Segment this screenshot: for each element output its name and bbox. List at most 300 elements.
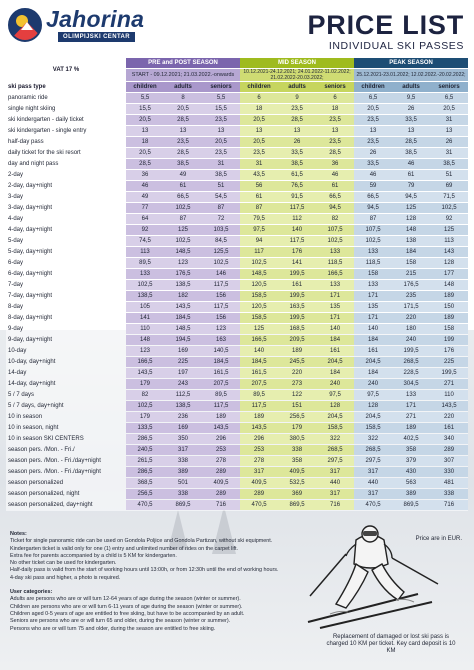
price-cell: 20,5	[240, 115, 278, 126]
replacement-note: Replacement of damaged or lost ski pass is charged 10 KM per ticket. Key card deposit is 10 KM	[326, 634, 456, 654]
price-cell: 140,5	[202, 346, 240, 357]
price-cell: 176,5	[392, 280, 430, 291]
price-cell: 235	[392, 291, 430, 302]
ski-pass-type-label: day and night pass	[6, 159, 126, 170]
price-cell: 94	[240, 236, 278, 247]
price-cell: 94,5	[354, 203, 392, 214]
price-cell: 409,5	[278, 467, 316, 478]
price-cell: 23,5	[316, 137, 354, 148]
price-cell: 158	[392, 258, 430, 269]
price-cell: 61	[164, 181, 202, 192]
table-row	[6, 368, 468, 379]
price-cell: 76,5	[278, 181, 316, 192]
price-cell: 176	[430, 346, 468, 357]
price-cell: 13	[392, 126, 430, 137]
price-cell: 158,5	[240, 291, 278, 302]
price-cell: 317	[164, 445, 202, 456]
price-cell: 189	[392, 423, 430, 434]
price-cell: 89,5	[240, 390, 278, 401]
column-header-ski-pass-type: ski pass type	[6, 82, 126, 93]
price-cell: 177	[430, 269, 468, 280]
price-cell: 368,5	[126, 478, 164, 489]
price-cell: 563	[392, 478, 430, 489]
price-cell: 125	[240, 324, 278, 335]
price-cell: 94,5	[392, 192, 430, 203]
price-cell: 286,5	[126, 467, 164, 478]
price-cell: 161	[354, 346, 392, 357]
currency-note: Price are in EUR.	[415, 536, 462, 542]
price-cell: 13	[430, 126, 468, 137]
price-cell: 278	[202, 456, 240, 467]
price-cell: 148	[392, 225, 430, 236]
price-cell: 31	[430, 148, 468, 159]
ski-pass-type-label: 5 / 7 days	[6, 390, 126, 401]
table-row	[6, 390, 468, 401]
price-cell: 135	[354, 302, 392, 313]
price-cell: 23,5	[164, 137, 202, 148]
table-row	[6, 115, 468, 126]
price-cell: 20,5	[240, 137, 278, 148]
table-row	[6, 225, 468, 236]
price-cell: 158	[354, 269, 392, 280]
price-cell: 46	[392, 159, 430, 170]
price-cell: 28,5	[126, 159, 164, 170]
price-cell: 38,5	[202, 170, 240, 181]
price-cell: 79,5	[240, 214, 278, 225]
price-cell: 199,5	[278, 291, 316, 302]
price-cell: 28,5	[164, 115, 202, 126]
price-cell: 135	[316, 302, 354, 313]
price-cell: 240	[354, 379, 392, 390]
price-cell: 118,5	[354, 258, 392, 269]
price-cell: 117,5	[278, 236, 316, 247]
note-line: Half-daily pass is valid from the start of working hours until 13:00h, or from 12:30h until the end of working hours.	[10, 567, 279, 574]
price-cell: 13	[240, 126, 278, 137]
price-cell: 240	[316, 379, 354, 390]
table-row	[6, 423, 468, 434]
table-row	[6, 401, 468, 412]
price-cell: 87	[164, 214, 202, 225]
price-cell: 317	[354, 467, 392, 478]
price-cell: 268,5	[316, 445, 354, 456]
price-cell: 13	[202, 126, 240, 137]
price-cell: 28,5	[278, 115, 316, 126]
price-cell: 369	[278, 489, 316, 500]
price-cell: 122	[278, 390, 316, 401]
price-cell: 194,5	[164, 335, 202, 346]
price-cell: 125	[164, 225, 202, 236]
price-cell: 317	[316, 467, 354, 478]
price-cell: 171	[392, 401, 430, 412]
price-cell: 23,5	[202, 148, 240, 159]
price-cell: 158,5	[354, 423, 392, 434]
ski-pass-type-label: 3-day, day+night	[6, 203, 126, 214]
price-cell: 470,5	[126, 500, 164, 511]
price-cell: 236	[164, 412, 202, 423]
column-header-children: children	[126, 82, 164, 93]
price-cell: 28,5	[392, 137, 430, 148]
note-line: No other ticket can be used for kindergarten.	[10, 560, 117, 567]
price-cell: 13	[354, 126, 392, 137]
price-cell: 91,5	[278, 192, 316, 203]
price-cell: 440	[354, 478, 392, 489]
price-cell: 87	[240, 203, 278, 214]
price-cell: 117,5	[202, 280, 240, 291]
price-cell: 304,5	[392, 379, 430, 390]
price-cell: 33,5	[392, 115, 430, 126]
price-cell: 215	[392, 269, 430, 280]
price-cell: 20,5	[164, 104, 202, 115]
price-cell: 297,5	[316, 456, 354, 467]
price-cell: 161,5	[240, 368, 278, 379]
table-row	[6, 324, 468, 335]
price-cell: 87	[354, 214, 392, 225]
price-cell: 6	[240, 93, 278, 104]
price-cell: 869,5	[164, 500, 202, 511]
ski-pass-type-label: 9-day	[6, 324, 126, 335]
price-cell: 338	[164, 489, 202, 500]
price-cell: 225	[430, 357, 468, 368]
ski-pass-type-label: 9-day, day+night	[6, 335, 126, 346]
price-cell: 61	[240, 192, 278, 203]
price-cell: 46	[126, 181, 164, 192]
price-cell: 20,5	[202, 137, 240, 148]
ski-pass-type-label: 2-day	[6, 170, 126, 181]
price-cell: 204,5	[354, 357, 392, 368]
price-cell: 102,5	[430, 203, 468, 214]
ski-pass-type-label: 5 / 7 days, day+night	[6, 401, 126, 412]
price-cell: 71,5	[430, 192, 468, 203]
price-cell: 97,5	[354, 390, 392, 401]
price-cell: 163	[202, 335, 240, 346]
price-cell: 240	[392, 335, 430, 346]
price-cell: 402,5	[392, 434, 430, 445]
table-row	[6, 478, 468, 489]
price-cell: 297,5	[354, 456, 392, 467]
price-cell: 133	[354, 280, 392, 291]
price-table	[6, 58, 468, 511]
price-cell: 184	[392, 247, 430, 258]
price-cell: 166,5	[126, 357, 164, 368]
price-cell: 112,5	[164, 390, 202, 401]
price-cell: 389	[164, 467, 202, 478]
price-cell: 5,5	[126, 93, 164, 104]
ski-pass-type-label: single night skiing	[6, 104, 126, 115]
price-cell: 138,5	[164, 280, 202, 291]
price-cell: 107,5	[354, 225, 392, 236]
ski-pass-type-label: half-day pass	[6, 137, 126, 148]
price-cell: 123	[202, 324, 240, 335]
price-cell: 97,5	[240, 225, 278, 236]
ski-pass-type-label: season personalized, day+night	[6, 500, 126, 511]
price-cell: 9	[278, 93, 316, 104]
user-category-line: Adults are persons who are or will turn 12-64 years of age during the season (winter or summer).	[10, 596, 241, 603]
ski-pass-type-label: 8-day, day+night	[6, 313, 126, 324]
price-cell: 317	[354, 489, 392, 500]
ski-pass-type-label: 7-day, day+night	[6, 291, 126, 302]
season-dates-mid: 10.12.2021-24.12.2021; 24.01.2022-11.02.2022; 21.02.2022-20.03.2022;	[240, 69, 354, 82]
price-cell: 140	[240, 346, 278, 357]
price-cell: 184	[354, 368, 392, 379]
note-line: Ticket for single panoramic ride can be used on Gondola Poljice and Gondola Partizan, without ski equipment.	[10, 538, 273, 545]
user-category-line: Seniors are persons who are or will turn 65 and older, during the season (winter or summer).	[10, 618, 231, 625]
price-cell: 256,5	[278, 412, 316, 423]
column-header-adults: adults	[164, 82, 202, 93]
price-cell: 123	[164, 258, 202, 269]
price-cell: 501	[164, 478, 202, 489]
price-cell: 243	[164, 379, 202, 390]
price-cell: 161	[430, 423, 468, 434]
price-cell: 110	[126, 324, 164, 335]
price-cell: 140	[278, 225, 316, 236]
price-cell: 143,5	[202, 423, 240, 434]
price-cell: 133	[354, 247, 392, 258]
price-cell: 716	[430, 500, 468, 511]
price-cell: 128	[430, 258, 468, 269]
price-cell: 148	[126, 335, 164, 346]
price-cell: 184,5	[240, 357, 278, 368]
table-row	[6, 412, 468, 423]
price-cell: 161	[316, 346, 354, 357]
price-cell: 189	[240, 412, 278, 423]
price-cell: 36	[316, 159, 354, 170]
table-row	[6, 181, 468, 192]
price-cell: 82	[316, 214, 354, 225]
price-cell: 117,5	[202, 302, 240, 313]
price-cell: 23,5	[354, 137, 392, 148]
ski-pass-type-label: 2-day, day+night	[6, 181, 126, 192]
price-cell: 102,5	[316, 236, 354, 247]
price-cell: 26	[278, 137, 316, 148]
price-cell: 31	[240, 159, 278, 170]
price-cell: 148,5	[164, 247, 202, 258]
note-line: Kindergarten ticket is valid only for one (1) entry and unlimited number of rides on the carpet lift.	[10, 545, 239, 552]
price-cell: 199,5	[430, 368, 468, 379]
price-cell: 28,5	[164, 148, 202, 159]
ski-pass-type-label: season pers. /Mon. - Fri./day+night	[6, 456, 126, 467]
ski-pass-type-label: 6-day	[6, 258, 126, 269]
price-cell: 38,5	[164, 159, 202, 170]
user-category-line: Persons who are or will turn 75 and older, during the season are entitled to free skiing.	[10, 625, 216, 632]
price-cell: 117,5	[240, 401, 278, 412]
price-cell: 317	[316, 489, 354, 500]
price-cell: 23,5	[316, 115, 354, 126]
price-cell: 204,5	[316, 357, 354, 368]
price-cell: 102,5	[354, 236, 392, 247]
price-cell: 18	[240, 104, 278, 115]
price-cell: 61	[392, 170, 430, 181]
price-cell: 133	[126, 269, 164, 280]
price-cell: 143,5	[430, 401, 468, 412]
price-cell: 317	[240, 467, 278, 478]
price-cell: 307	[430, 456, 468, 467]
ski-pass-type-label: season personalized, night	[6, 489, 126, 500]
column-header-children: children	[354, 82, 392, 93]
season-header-peak: PEAK SEASON	[354, 58, 468, 69]
price-cell: 430	[392, 467, 430, 478]
ski-pass-type-label: 4-day, day+night	[6, 225, 126, 236]
note-line: 4-day ski pass and higher, a photo is required.	[10, 574, 121, 581]
price-cell: 158	[430, 324, 468, 335]
price-cell: 289	[202, 467, 240, 478]
price-cell: 296	[202, 434, 240, 445]
price-cell: 20,5	[126, 115, 164, 126]
price-cell: 5,5	[202, 93, 240, 104]
price-cell: 23,5	[202, 115, 240, 126]
jahorina-logo-icon	[8, 8, 42, 42]
table-row	[6, 291, 468, 302]
price-cell: 89,5	[126, 258, 164, 269]
price-cell: 13	[278, 126, 316, 137]
price-cell: 26	[430, 137, 468, 148]
price-cell: 532,5	[278, 478, 316, 489]
price-cell: 138,5	[126, 291, 164, 302]
price-cell: 94,5	[316, 203, 354, 214]
price-cell: 105	[126, 302, 164, 313]
price-cell: 338	[430, 489, 468, 500]
price-cell: 380,5	[278, 434, 316, 445]
price-cell: 220	[392, 313, 430, 324]
price-cell: 199,5	[278, 313, 316, 324]
price-cell: 220	[430, 412, 468, 423]
price-cell: 171	[354, 291, 392, 302]
price-cell: 171	[316, 313, 354, 324]
price-cell: 151	[278, 401, 316, 412]
price-cell: 322	[354, 434, 392, 445]
price-cell: 180	[392, 324, 430, 335]
price-cell: 470,5	[354, 500, 392, 511]
price-cell: 184,5	[202, 357, 240, 368]
price-cell: 146	[202, 269, 240, 280]
price-cell: 15,5	[202, 104, 240, 115]
ski-pass-type-label: season pers. /Mon. - Fri./day+night	[6, 467, 126, 478]
price-cell: 379	[392, 456, 430, 467]
table-row	[6, 313, 468, 324]
notes-section	[10, 531, 340, 633]
ski-pass-type-label: 10-day	[6, 346, 126, 357]
table-row	[6, 148, 468, 159]
price-cell: 869,5	[392, 500, 430, 511]
price-cell: 49	[164, 170, 202, 181]
price-cell: 8	[164, 93, 202, 104]
ski-pass-type-label: 14-day	[6, 368, 126, 379]
price-cell: 66,5	[316, 192, 354, 203]
price-cell: 156	[202, 291, 240, 302]
price-cell: 409,5	[240, 478, 278, 489]
table-row	[6, 137, 468, 148]
price-cell: 102,5	[202, 258, 240, 269]
page-subtitle: INDIVIDUAL SKI PASSES	[328, 40, 464, 52]
price-cell: 113	[126, 247, 164, 258]
price-cell: 64	[126, 214, 164, 225]
table-row	[6, 489, 468, 500]
column-header-children: children	[240, 82, 278, 93]
price-cell: 220	[278, 368, 316, 379]
price-cell: 141	[126, 313, 164, 324]
price-cell: 228,5	[392, 368, 430, 379]
price-cell: 197	[164, 368, 202, 379]
price-cell: 440	[316, 478, 354, 489]
price-cell: 271	[430, 379, 468, 390]
price-cell: 102,5	[126, 401, 164, 412]
table-row	[6, 302, 468, 313]
price-cell: 112	[278, 214, 316, 225]
price-cell: 23,5	[240, 148, 278, 159]
price-cell: 338	[164, 456, 202, 467]
price-cell: 409,5	[202, 478, 240, 489]
price-cell: 271	[392, 412, 430, 423]
price-cell: 51	[430, 170, 468, 181]
price-cell: 38,5	[430, 159, 468, 170]
vat-label: VAT 17 %	[6, 58, 126, 82]
price-cell: 204,5	[316, 412, 354, 423]
price-cell: 869,5	[278, 500, 316, 511]
table-row	[6, 93, 468, 104]
season-dates-peak: 25.12.2021-23.01.2022; 12.02.2022.-20.02.2022;	[354, 69, 468, 82]
price-cell: 184	[354, 335, 392, 346]
price-cell: 166,5	[316, 269, 354, 280]
price-cell: 138,5	[164, 401, 202, 412]
table-row	[6, 456, 468, 467]
price-cell: 389	[392, 489, 430, 500]
price-cell: 207,5	[202, 379, 240, 390]
price-cell: 125	[392, 203, 430, 214]
season-header-mid: MID SEASON	[240, 58, 354, 69]
table-row	[6, 247, 468, 258]
table-row	[6, 203, 468, 214]
price-cell: 358	[392, 445, 430, 456]
price-cell: 168,5	[278, 324, 316, 335]
price-cell: 26	[392, 104, 430, 115]
table-row	[6, 280, 468, 291]
user-category-line: Children aged 0-5 years of age are entitled to free skiing, but have to be accompanied by an adult.	[10, 610, 245, 617]
price-cell: 176	[278, 247, 316, 258]
price-cell: 189	[202, 412, 240, 423]
price-cell: 31	[430, 115, 468, 126]
price-cell: 113	[430, 236, 468, 247]
price-cell: 199,5	[392, 346, 430, 357]
price-cell: 92	[430, 214, 468, 225]
price-cell: 33,5	[354, 159, 392, 170]
price-cell: 716	[316, 500, 354, 511]
price-cell: 6,5	[430, 93, 468, 104]
column-header-seniors: seniors	[316, 82, 354, 93]
price-cell: 296	[240, 434, 278, 445]
price-cell: 338	[278, 445, 316, 456]
price-cell: 286,5	[126, 434, 164, 445]
price-cell: 66,5	[354, 192, 392, 203]
price-cell: 171	[316, 291, 354, 302]
price-cell: 133	[392, 390, 430, 401]
ski-pass-type-label: ski kindergarten - single entry	[6, 126, 126, 137]
price-cell: 56	[240, 181, 278, 192]
table-row	[6, 159, 468, 170]
price-cell: 54,5	[202, 192, 240, 203]
price-cell: 49	[126, 192, 164, 203]
table-row	[6, 104, 468, 115]
price-cell: 61	[316, 181, 354, 192]
price-cell: 179	[126, 412, 164, 423]
price-cell: 340	[430, 434, 468, 445]
column-header-seniors: seniors	[202, 82, 240, 93]
price-cell: 171	[354, 313, 392, 324]
price-cell: 15,5	[126, 104, 164, 115]
price-cell: 268,5	[392, 357, 430, 368]
price-cell: 481	[430, 478, 468, 489]
price-cell: 182	[164, 291, 202, 302]
price-cell: 156	[202, 313, 240, 324]
price-cell: 261,5	[126, 456, 164, 467]
